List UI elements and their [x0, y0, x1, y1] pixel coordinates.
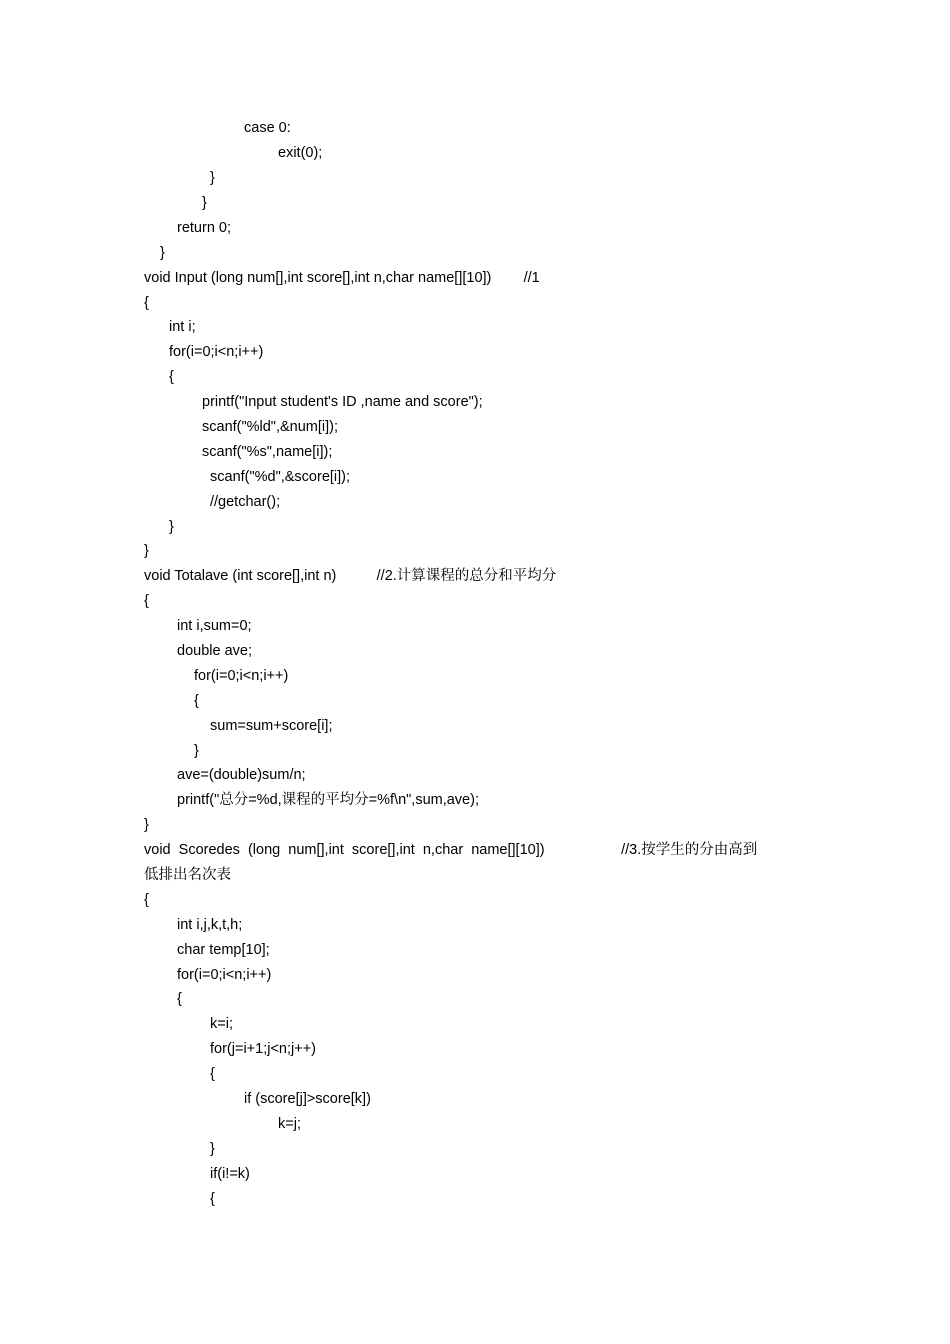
code-line: {: [210, 1066, 215, 1082]
code-line: for(i=0;i<n;i++): [194, 668, 289, 684]
code-line: //getchar();: [210, 494, 281, 510]
code-line: for(i=0;i<n;i++): [169, 344, 264, 360]
code-line: exit(0);: [278, 145, 323, 161]
code-line: {: [177, 991, 182, 1007]
code-line: {: [194, 693, 199, 709]
code-line: if(i!=k): [210, 1166, 250, 1182]
code-line: }: [210, 170, 215, 186]
code-line: void Totalave (int score[],int n) //2.计算课程的总分和平均分: [144, 568, 557, 584]
code-line: for(i=0;i<n;i++): [177, 967, 272, 983]
code-line: {: [144, 593, 149, 609]
code-line: case 0:: [244, 120, 291, 136]
code-line: }: [202, 195, 207, 211]
code-line: }: [194, 743, 199, 759]
code-line: k=j;: [278, 1116, 301, 1132]
code-line: int i,sum=0;: [177, 618, 252, 634]
code-line: void Input (long num[],int score[],int n,char name[][10]) //1: [144, 270, 540, 286]
code-line: }: [169, 519, 174, 535]
code-line: return 0;: [177, 220, 231, 236]
code-line: printf("总分=%d,课程的平均分=%f\n",sum,ave);: [177, 792, 479, 808]
code-line: k=i;: [210, 1016, 233, 1032]
code-line: int i,j,k,t,h;: [177, 917, 243, 933]
code-line: }: [144, 817, 149, 833]
code-line: printf("Input student's ID ,name and score");: [202, 394, 483, 410]
code-line: {: [144, 892, 149, 908]
code-line: {: [210, 1191, 215, 1207]
code-line: }: [144, 543, 149, 559]
code-line: scanf("%s",name[i]);: [202, 444, 333, 460]
code-line: int i;: [169, 319, 196, 335]
code-line: double ave;: [177, 643, 252, 659]
code-line: scanf("%ld",&num[i]);: [202, 419, 339, 435]
code-line: sum=sum+score[i];: [210, 718, 333, 734]
code-line: {: [144, 295, 149, 311]
code-line: for(j=i+1;j<n;j++): [210, 1041, 316, 1057]
code-line: }: [160, 245, 165, 261]
code-line: {: [169, 369, 174, 385]
code-line: }: [210, 1141, 215, 1157]
code-line: void Scoredes (long num[],int score[],int n,char name[][10]) //3.按学生的分由高到: [144, 842, 758, 858]
code-line: ave=(double)sum/n;: [177, 767, 306, 783]
code-line: char temp[10];: [177, 942, 270, 958]
code-line: 低排出名次表: [144, 867, 231, 883]
code-line: scanf("%d",&score[i]);: [210, 469, 351, 485]
code-line: if (score[j]>score[k]): [244, 1091, 371, 1107]
